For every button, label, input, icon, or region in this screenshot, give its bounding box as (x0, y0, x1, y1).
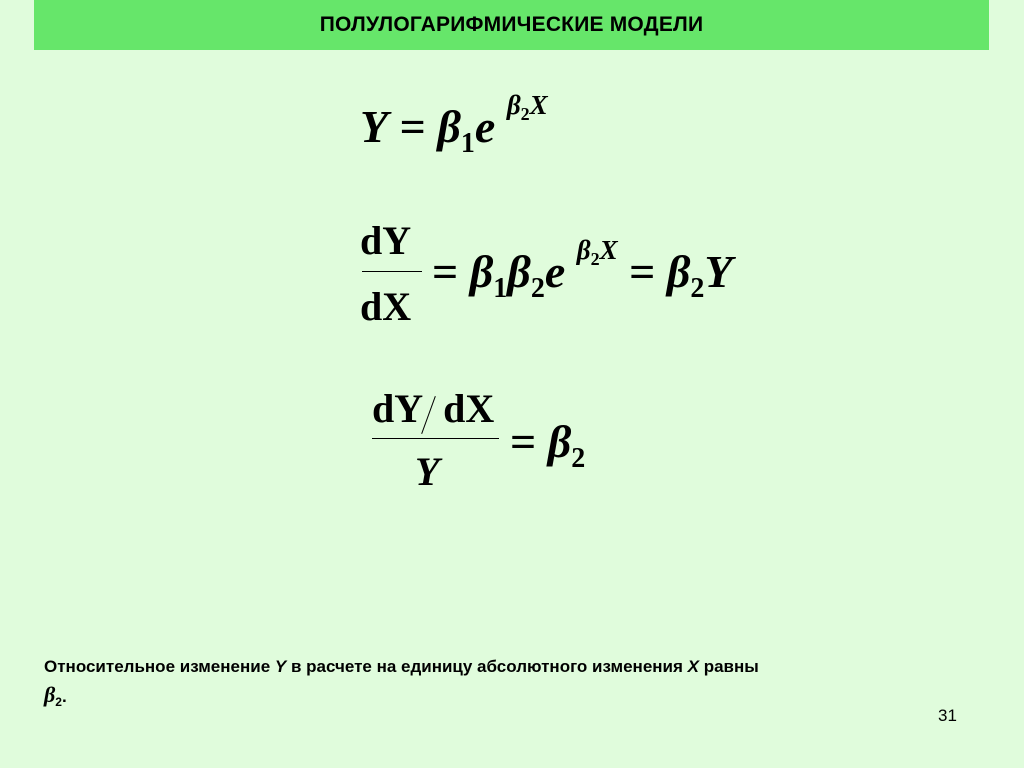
eq2-equals-1: = (432, 246, 459, 297)
eq2-beta-c-sub: 2 (690, 273, 705, 304)
eq3-dy: dY (372, 386, 424, 431)
caption-var-x: X (687, 657, 699, 676)
eq2-e: e (544, 246, 566, 297)
eq2-y: Y (704, 246, 733, 297)
eq3-beta-sub: 2 (571, 443, 586, 474)
eq2-fraction-line (362, 271, 422, 272)
caption-part2: в расчете на единицу абсолютного изменения (286, 657, 688, 676)
caption-beta: β (44, 682, 56, 707)
page-number: 31 (938, 706, 957, 725)
eq1-beta: β (437, 101, 461, 152)
caption-part1: Относительное изменение (44, 657, 275, 676)
eq3-fraction-line (372, 438, 499, 439)
eq1-exponent (506, 90, 548, 124)
eq2-beta-b-sub: 2 (530, 273, 545, 304)
equation-derivative (432, 235, 733, 304)
eq1-e: e (474, 101, 496, 152)
eq3-dx: dX (443, 386, 495, 431)
eq3-numerator (372, 385, 494, 432)
eq3-equals: = (510, 416, 537, 467)
caption-var-y: Y (274, 657, 287, 676)
eq3-denominator: Y (415, 449, 440, 494)
eq1-equals: = (399, 101, 426, 152)
caption-beta-sub: 2 (55, 695, 62, 709)
eq1-exp-x: X (529, 90, 548, 120)
title-banner (34, 0, 989, 50)
eq1-beta-sub: 1 (460, 128, 475, 159)
caption-part3: равны (698, 657, 759, 676)
eq2-exponent (576, 235, 618, 269)
eq2-denominator: dX (360, 284, 412, 329)
eq2-beta-a: β (469, 246, 494, 297)
equation-exponential-model (360, 90, 548, 159)
caption-end: . (61, 687, 67, 706)
eq1-exp-beta: β (506, 90, 521, 120)
eq2-beta-c: β (666, 246, 691, 297)
eq2-exp-x: X (599, 235, 618, 265)
eq2-exp-beta-sub: 2 (590, 249, 600, 269)
eq2-beta-a-sub: 1 (493, 273, 508, 304)
slide-title: ПОЛУЛОГАРИФМИЧЕСКИЕ МОДЕЛИ (319, 13, 704, 36)
eq2-numerator: dY (360, 218, 412, 263)
equation-elasticity (510, 415, 586, 474)
eq2-beta-b: β (507, 246, 531, 297)
eq2-exp-beta: β (576, 235, 591, 265)
caption-text (44, 653, 974, 712)
eq1-exp-beta-sub: 2 (520, 104, 530, 124)
eq2-equals-2: = (629, 246, 656, 297)
eq1-y: Y (360, 101, 389, 152)
eq3-beta: β (547, 416, 572, 467)
